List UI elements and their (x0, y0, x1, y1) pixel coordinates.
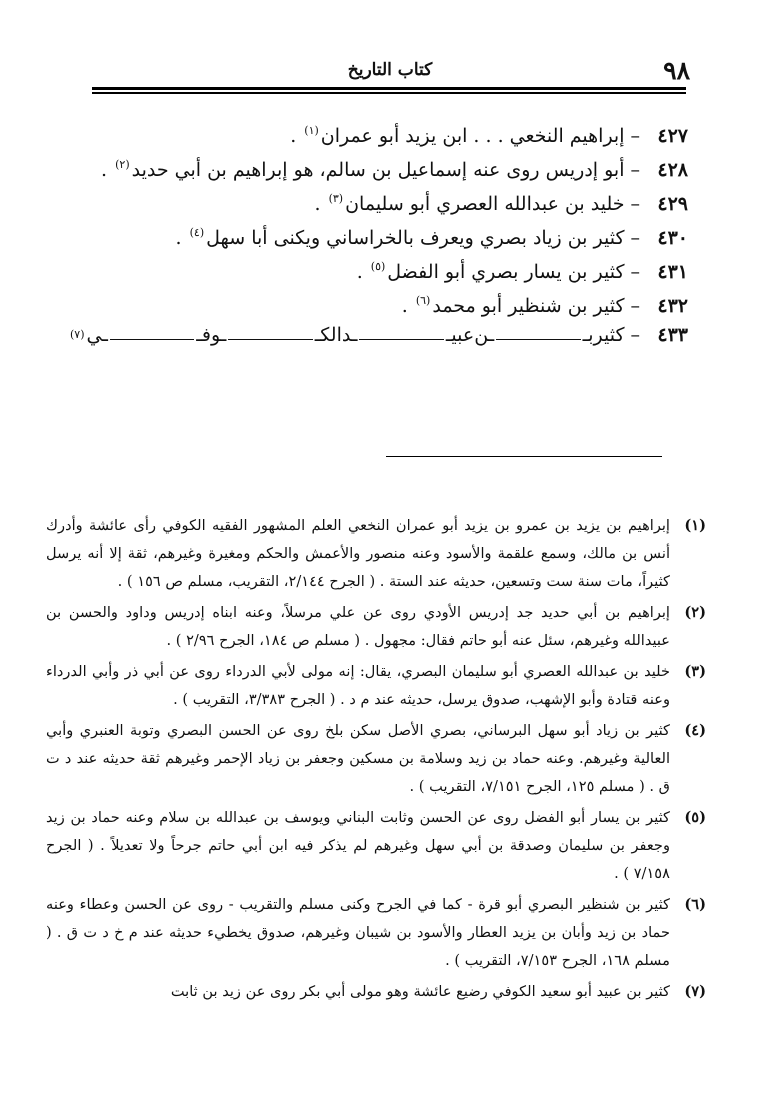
footnote-ref[interactable]: (٦) (415, 294, 431, 307)
footnote-number: (٧) (684, 983, 706, 1000)
entry-427: ٤٢٧–إبراهيم النخعي . . . ابن يزيد أبو عمران$^{(١)}$. (68, 114, 688, 148)
entry-432: ٤٣٢–كثير بن شنظير أبو محمد$^{(٦)}$. (68, 284, 688, 318)
header-rule-thick (92, 87, 686, 90)
entry-text: إبراهيم النخعي . . . ابن يزيد أبو عمران (320, 125, 625, 147)
entry-number: ٤٢٨ (657, 159, 688, 181)
entry-text: كثير بن شنظير أبو محمد (432, 295, 625, 317)
entry-429: ٤٢٩–خليد بن عبدالله العصري أبو سليمان$^{(٣)}$. (68, 182, 688, 216)
running-title: كتاب التاريخ (347, 60, 433, 80)
entry-text-segment: بـ (582, 324, 594, 346)
entry-number: ٤٣٣ (657, 324, 688, 346)
entry-text: كثير بن زياد بصري ويعرف بالخراساني ويكنى أبا سهل (206, 227, 625, 249)
entry-text-segment: عبيـ (445, 324, 475, 346)
entry-text: أبو إدريس روى عنه إسماعيل بن سالم، هو إبراهيم بن أبي حديد (131, 159, 625, 181)
page-number: ٩٨ (663, 56, 690, 85)
kashida-line (228, 339, 312, 340)
entry-number: ٤٣٠ (657, 227, 688, 249)
kashida-line (496, 339, 580, 340)
footnote-1 (46, 512, 706, 596)
footnote-text: إبراهيم بن أبي حديد جد إدريس الأودي روى عن علي مرسلاً، وعنه ابناه إدريس وداود والحسن بن عبيدالله وغيرهم، سئل عنه أبو حاتم فقال: مجهول . ( مسلم ص ١٨٤، الجرح ٢/٩٦ ) . (46, 604, 670, 649)
footnote-text: كثير بن عبيد أبو سعيد الكوفي رضيع عائشة وهو مولى أبي بكر روى عن زيد بن ثابت (170, 983, 670, 1000)
entry-431: ٤٣١–كثير بن يسار بصري أبو الفضل$^{(٥)}$. (68, 250, 688, 284)
footnote-ref[interactable]: (١) (304, 124, 319, 137)
footnote-number: (٢) (684, 604, 706, 621)
footnote-ref[interactable]: (٢) (115, 158, 130, 171)
entry-text-segment: ـي (86, 324, 108, 346)
footnote-4 (46, 717, 706, 801)
footnote-separator (386, 456, 662, 457)
footnote-text: كثير بن يسار أبو الفضل روى عن الحسن وثابت البناني ويوسف بن عبدالله بن سلام وعنه حماد بن زيد وجعفر بن سليمان وصدقة بن أبي سهل وغيرهم لم يذكر فيه ابن أبي حاتم جرحاً ولا تعديلاً . ( الجرح ٧/١٥٨ ) . (46, 809, 670, 882)
footnote-list (46, 512, 706, 1009)
kashida-line (359, 339, 443, 340)
footnote-text: إبراهيم بن يزيد بن عمرو بن يزيد أبو عمران النخعي العلم المشهور الفقيه الكوفي رأى عائشة وأدرك أنس بن مالك، وسمع علقمة والأسود وعنه منصور والأعمش والحكم ومغيرة وغيرهم، ثقة إلا أنه يرسل كثيراً، مات سنة ست وتسعين، حديثه عند الستة . ( الجرح ٢/١٤٤، التقريب، مسلم ص ١٥٦ ) . (46, 517, 670, 590)
entry-text: كثير بن يسار بصري أبو الفضل (387, 261, 625, 283)
footnote-number: (٥) (684, 809, 706, 826)
entry-text-segment: كثير (593, 324, 625, 346)
entry-428: ٤٢٨–أبو إدريس روى عنه إسماعيل بن سالم، هو إبراهيم بن أبي حديد$^{(٢)}$. (68, 148, 688, 182)
stretched-entry-text (87, 318, 625, 352)
entry-number: ٤٣٢ (657, 295, 688, 317)
footnote-ref[interactable]: (٥) (370, 260, 386, 273)
kashida-line (110, 339, 194, 340)
footnote-number: (١) (684, 517, 706, 534)
entry-433: ٤٣٣ – كثير بـ ـن عبيـ ـد الكـ ـوفـ ـي (٧) (68, 318, 688, 352)
page-header (90, 56, 690, 88)
footnote-ref[interactable]: (٤) (189, 226, 205, 239)
footnote-3 (46, 658, 706, 714)
entry-number: ٤٢٧ (657, 125, 688, 147)
footnote-text: كثير بن شنظير البصري أبو قرة - كما في الجرح وكنى مسلم والتقريب - روى عن الحسن وعطاء وعنه حماد بن زيد وأبان بن يزيد العطار والأسود بن شيبان وغيرهم، صدوق يخطيء حديثه عند م خ د ت ق . ( مسلم ١٦٨، الجرح ٧/١٥٣، التقريب ) . (46, 896, 670, 969)
footnote-ref[interactable]: (٧) (70, 328, 85, 341)
entry-text-segment: ـوفـ (196, 324, 227, 346)
footnote-ref[interactable]: (٣) (328, 192, 344, 205)
entry-number: ٤٣١ (657, 261, 688, 283)
entry-430: ٤٣٠–كثير بن زياد بصري ويعرف بالخراساني ويكنى أبا سهل$^{(٤)}$. (68, 216, 688, 250)
entry-text-segment: ـن (474, 324, 495, 346)
footnote-7 (46, 978, 706, 1006)
footnote-6 (46, 891, 706, 975)
footnote-2 (46, 599, 706, 655)
entry-text: خليد بن عبدالله العصري أبو سليمان (345, 193, 625, 215)
entry-text-segment: ـد (341, 324, 358, 346)
footnote-number: (٣) (684, 663, 706, 680)
header-rule-thin (92, 92, 686, 94)
footnote-number: (٤) (684, 722, 706, 739)
entry-text-segment: الكـ (314, 324, 342, 346)
footnote-text: كثير بن زياد أبو سهل البرساني، بصري الأصل سكن بلخ روى عن الحسن البصري وتوبة العنبري وأبي العالية وغيرهم. وعنه حماد بن زيد وسلامة بن مسكين وجعفر بن زياد الإحمر وغيرهم ثقة حديثه عند د ت ق . ( مسلم ١٢٥، الجرح ٧/١٥١، التقريب ) . (46, 722, 670, 795)
footnote-text: خليد بن عبدالله العصري أبو سليمان البصري، يقال: إنه مولى لأبي الدرداء روى عن أبي ذر وأبي الدرداء وعنه قتادة وأبو الإشهب، صدوق يرسل، حديثه عند م د . ( الجرح ٣/٣٨٣، التقريب ) . (46, 663, 670, 708)
entry-list (68, 114, 688, 352)
footnote-number: (٦) (684, 896, 706, 913)
entry-number: ٤٢٩ (657, 193, 688, 215)
footnote-5 (46, 804, 706, 888)
